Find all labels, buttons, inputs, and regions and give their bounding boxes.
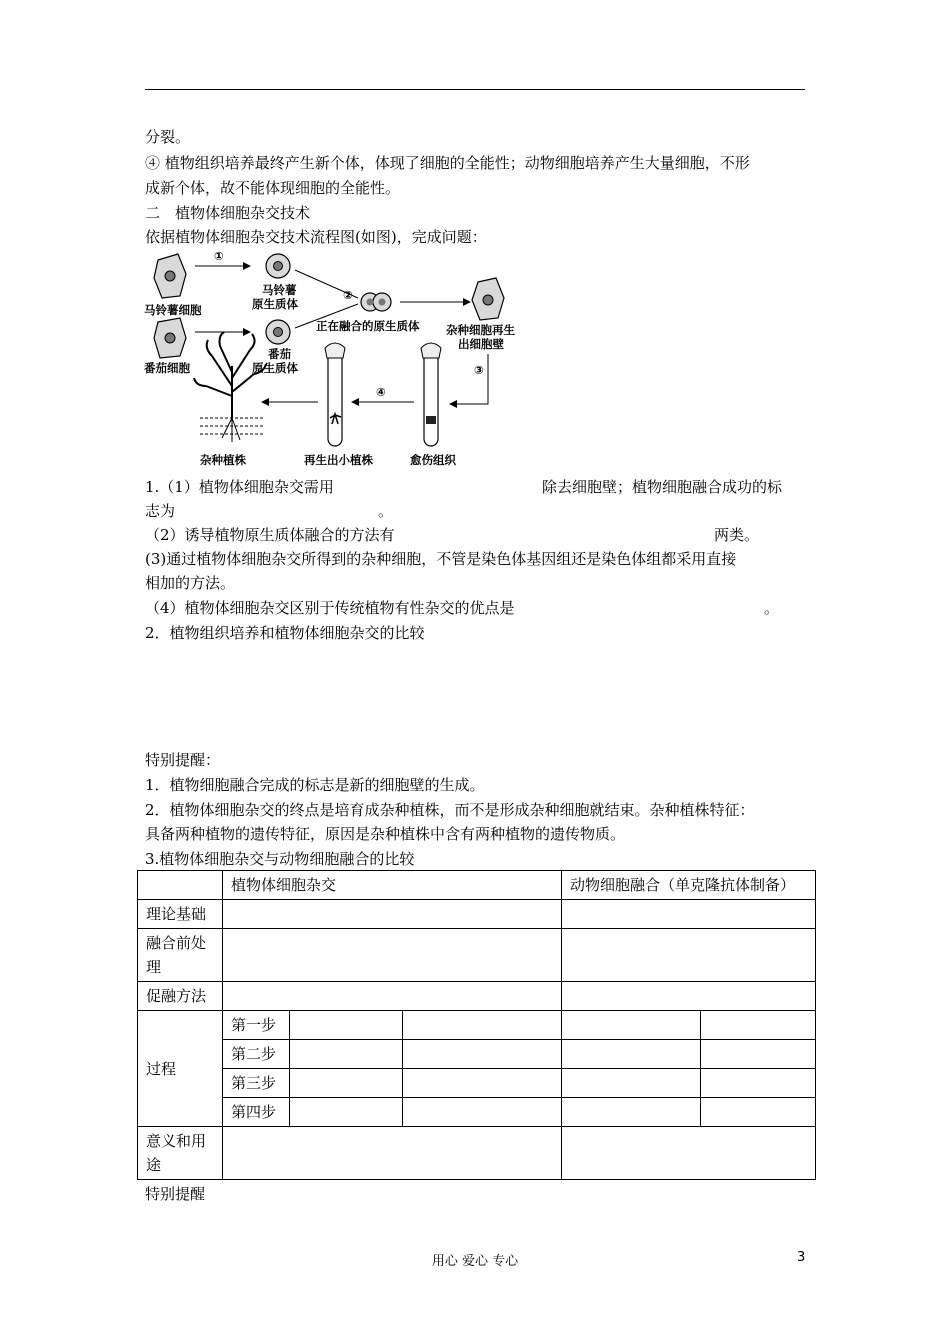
table-row [138, 1127, 816, 1180]
step2-label: ② [343, 288, 353, 302]
tip-line: 2．植物体细胞杂交的终点是培育成杂种植株，而不是形成杂种细胞就结束。杂种植株特征： [145, 801, 755, 819]
table-cell-blank [290, 1069, 403, 1098]
page-number: 3 [797, 1250, 806, 1265]
table-cell-blank [290, 1098, 403, 1127]
text-line: ④ 植物组织培养最终产生新个体，体现了细胞的全能性；动物细胞培养产生大量细胞，不形 [145, 154, 750, 172]
step4-label: ④ [376, 385, 386, 399]
table-cell-blank [562, 1040, 701, 1069]
plantlet-tube-icon [325, 343, 345, 446]
table-row [138, 1011, 816, 1040]
hybrid-cell-icon [472, 278, 504, 320]
comparison-table [137, 870, 816, 1180]
table-cell-blank [403, 1098, 562, 1127]
label-callus: 愈伤组织 [410, 453, 456, 467]
tomato-cell-icon [154, 318, 186, 358]
label-tomato-cell: 番茄细胞 [144, 361, 190, 375]
tip-line: 具备两种植物的遗传特征，原因是杂种植株中含有两种植物的遗传物质。 [145, 825, 626, 843]
table-row [138, 1098, 816, 1127]
table-row [138, 1040, 816, 1069]
table-caption: 3.植物体细胞杂交与动物细胞融合的比较 [145, 850, 415, 868]
table-cell-blank [562, 982, 816, 1011]
tip-heading: 特别提醒： [145, 751, 221, 769]
tip-heading-2: 特别提醒 [145, 1185, 206, 1203]
table-cell-blank [701, 1040, 816, 1069]
page-footer: 用心 爱心 专心 [431, 1254, 519, 1269]
row-label-theory: 理论基础 [138, 900, 223, 929]
label-hybrid-plant: 杂种植株 [200, 453, 246, 467]
table-cell-blank [223, 900, 562, 929]
table-cell-blank [403, 1040, 562, 1069]
table-cell-blank [562, 1069, 701, 1098]
label-potato-cell: 马铃薯细胞 [144, 303, 202, 317]
step3-label: ③ [474, 363, 484, 377]
label-fusing: 正在融合的原生质体 [316, 319, 420, 333]
table-cell-blank [701, 1011, 816, 1040]
row-label-pre: 融合前处理 [138, 929, 223, 982]
label-tomato-proto-2: 原生质体 [252, 361, 298, 375]
table-cell-blank [138, 871, 223, 900]
table-row [138, 1069, 816, 1098]
table-cell-blank [290, 1011, 403, 1040]
label-hybrid-2: 出细胞壁 [458, 337, 504, 351]
potato-protoplast-icon [266, 254, 290, 278]
step-label: 第二步 [223, 1040, 290, 1069]
table-row [138, 929, 816, 982]
table-cell-blank [562, 1127, 816, 1180]
header-plant: 植物体细胞杂交 [223, 871, 562, 900]
question-1: 1.（1）植物体细胞杂交需用 [145, 478, 334, 496]
table-cell-blank [562, 1098, 701, 1127]
section-2-heading: 2．植物组织培养和植物体细胞杂交的比较 [145, 624, 425, 642]
table-cell-blank [701, 1069, 816, 1098]
table-row [138, 871, 816, 900]
question-2: （2）诱导植物原生质体融合的方法有 [145, 526, 395, 544]
question-1-end: 。 [378, 502, 394, 520]
table-cell-blank [223, 982, 562, 1011]
table-row [138, 982, 816, 1011]
question-1-cont: 除去细胞壁；植物细胞融合成功的标 [542, 478, 783, 496]
step-label: 第三步 [223, 1069, 290, 1098]
table-cell-blank [701, 1098, 816, 1127]
question-1-line2: 志为 [145, 502, 176, 520]
label-potato-proto-2: 原生质体 [252, 297, 298, 311]
table-cell-blank [403, 1011, 562, 1040]
text-line: 依据植物体细胞杂交技术流程图(如图)，完成问题： [145, 228, 487, 246]
table-cell-blank [562, 900, 816, 929]
label-tomato-proto-1: 番茄 [268, 347, 291, 361]
hybrid-plant-icon [194, 332, 266, 442]
step1-label: ① [214, 249, 224, 263]
header-rule [145, 89, 805, 90]
label-regen: 再生出小植株 [304, 453, 373, 467]
table-row [138, 900, 816, 929]
tomato-protoplast-icon [266, 320, 290, 344]
question-3-line2: 相加的方法。 [145, 574, 236, 592]
table-cell-blank [562, 929, 816, 982]
label-potato-proto-1: 马铃薯 [262, 283, 297, 297]
question-3: (3)通过植物体细胞杂交所得到的杂种细胞，不管是染色体基因组还是染色体组都采用直接 [145, 550, 737, 568]
question-2-end: 两类。 [714, 526, 760, 544]
tip-line: 1．植物细胞融合完成的标志是新的细胞壁的生成。 [145, 776, 485, 794]
text-line: 成新个体，故不能体现细胞的全能性。 [145, 179, 401, 197]
header-animal: 动物细胞融合（单克隆抗体制备） [562, 871, 816, 900]
somatic-hybridization-diagram [140, 246, 540, 472]
question-4-end: 。 [764, 599, 780, 617]
step-label: 第四步 [223, 1098, 290, 1127]
text-line: 分裂。 [145, 128, 191, 146]
table-cell-blank [562, 1011, 701, 1040]
potato-cell-icon [154, 254, 186, 298]
row-label-use: 意义和用途 [138, 1127, 223, 1180]
table-cell-blank [223, 929, 562, 982]
row-label-process: 过程 [138, 1011, 223, 1127]
row-label-method: 促融方法 [138, 982, 223, 1011]
table-cell-blank [403, 1069, 562, 1098]
question-4: （4）植物体细胞杂交区别于传统植物有性杂交的优点是 [145, 599, 515, 617]
callus-tube-icon [421, 343, 441, 446]
fusing-protoplast-icon [361, 293, 391, 311]
table-cell-blank [290, 1040, 403, 1069]
table-cell-blank [223, 1127, 562, 1180]
step-label: 第一步 [223, 1011, 290, 1040]
section-heading: 二 植物体细胞杂交技术 [145, 204, 311, 222]
label-hybrid-1: 杂种细胞再生 [446, 323, 515, 337]
